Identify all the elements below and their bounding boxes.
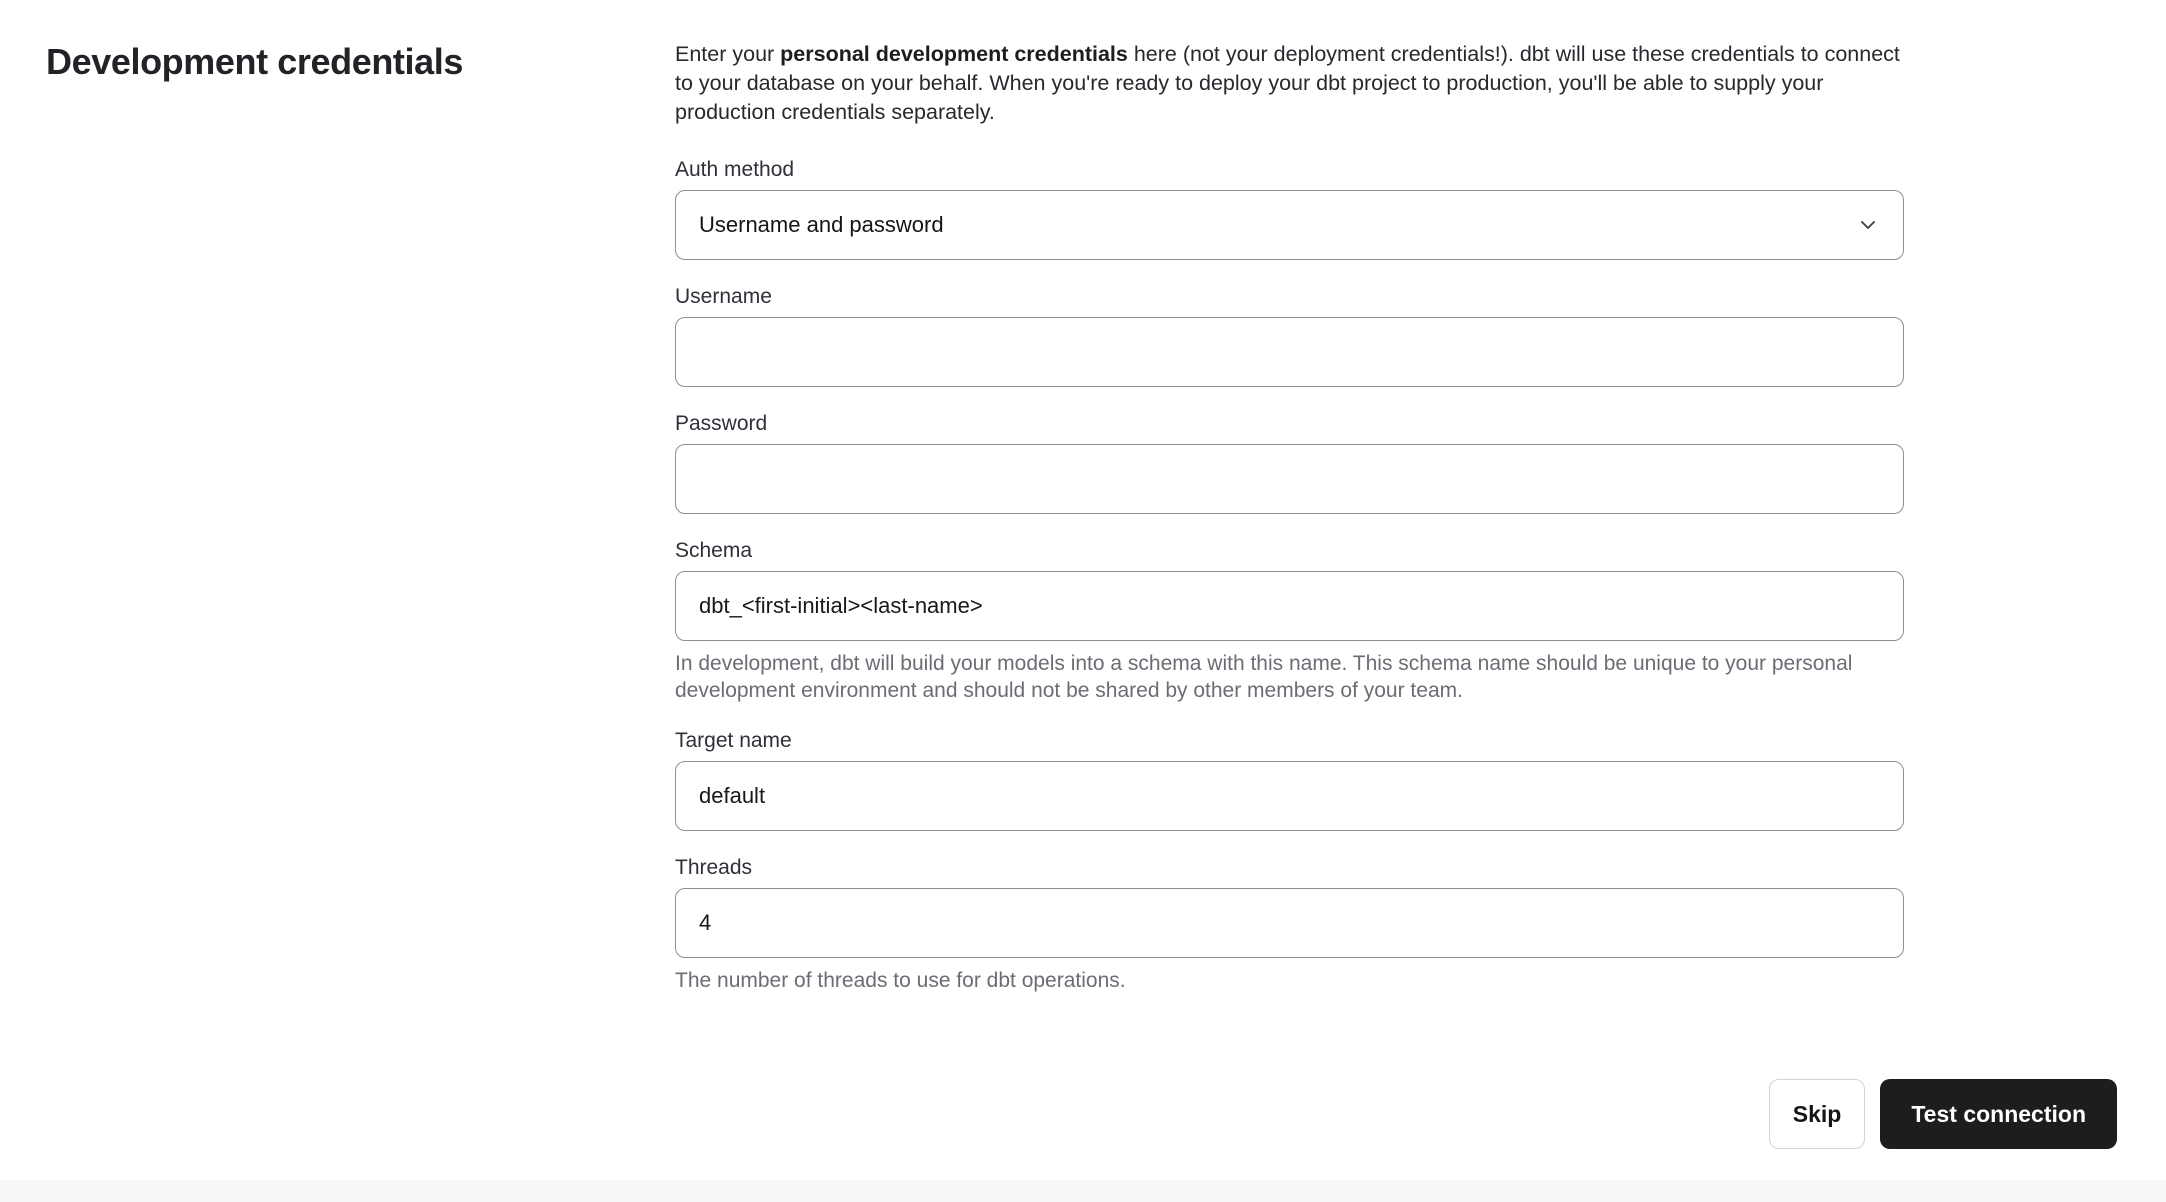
threads-label: Threads: [675, 856, 753, 879]
username-input[interactable]: [675, 317, 1904, 387]
schema-input[interactable]: [675, 571, 1904, 641]
auth-method-select[interactable]: [675, 190, 1904, 260]
page-title: Development credentials: [46, 41, 463, 82]
password-input[interactable]: [675, 444, 1904, 514]
intro-post: here (not your deployment credentials!). dbt will use these credentials to connect to your database on your behalf. When you're ready to deploy your dbt project to production, you'll be able to supply your production credentials separately.: [675, 42, 1900, 124]
threads-input[interactable]: [675, 888, 1904, 958]
bottom-strip: [0, 1180, 2166, 1202]
intro-text: [675, 40, 1904, 127]
field-auth-method: [675, 158, 1904, 260]
field-target-name: [675, 729, 1904, 831]
target-name-label: Target name: [675, 729, 792, 752]
field-threads: [675, 856, 1904, 994]
chevron-down-icon: [1856, 213, 1880, 237]
form-actions: [1769, 1079, 2117, 1149]
intro-pre: Enter your: [675, 42, 781, 66]
test-connection-button[interactable]: Test connection: [1880, 1079, 2117, 1149]
auth-method-selected-value: Username and password: [699, 212, 944, 237]
password-label: Password: [675, 412, 768, 435]
auth-method-label: Auth method: [675, 158, 795, 181]
credentials-form: [675, 40, 1904, 1019]
field-password: [675, 412, 1904, 514]
field-schema: [675, 539, 1904, 704]
username-label: Username: [675, 285, 772, 308]
intro-bold: personal development credentials: [780, 42, 1128, 66]
schema-help-text: In development, dbt will build your models into a schema with this name. This schema name should be unique to your personal development environment and should not be shared by other members of your team.: [675, 652, 1853, 702]
threads-help-text: The number of threads to use for dbt operations.: [675, 969, 1126, 992]
skip-button[interactable]: Skip: [1769, 1079, 1866, 1149]
field-username: [675, 285, 1904, 387]
target-name-input[interactable]: [675, 761, 1904, 831]
schema-label: Schema: [675, 539, 753, 562]
